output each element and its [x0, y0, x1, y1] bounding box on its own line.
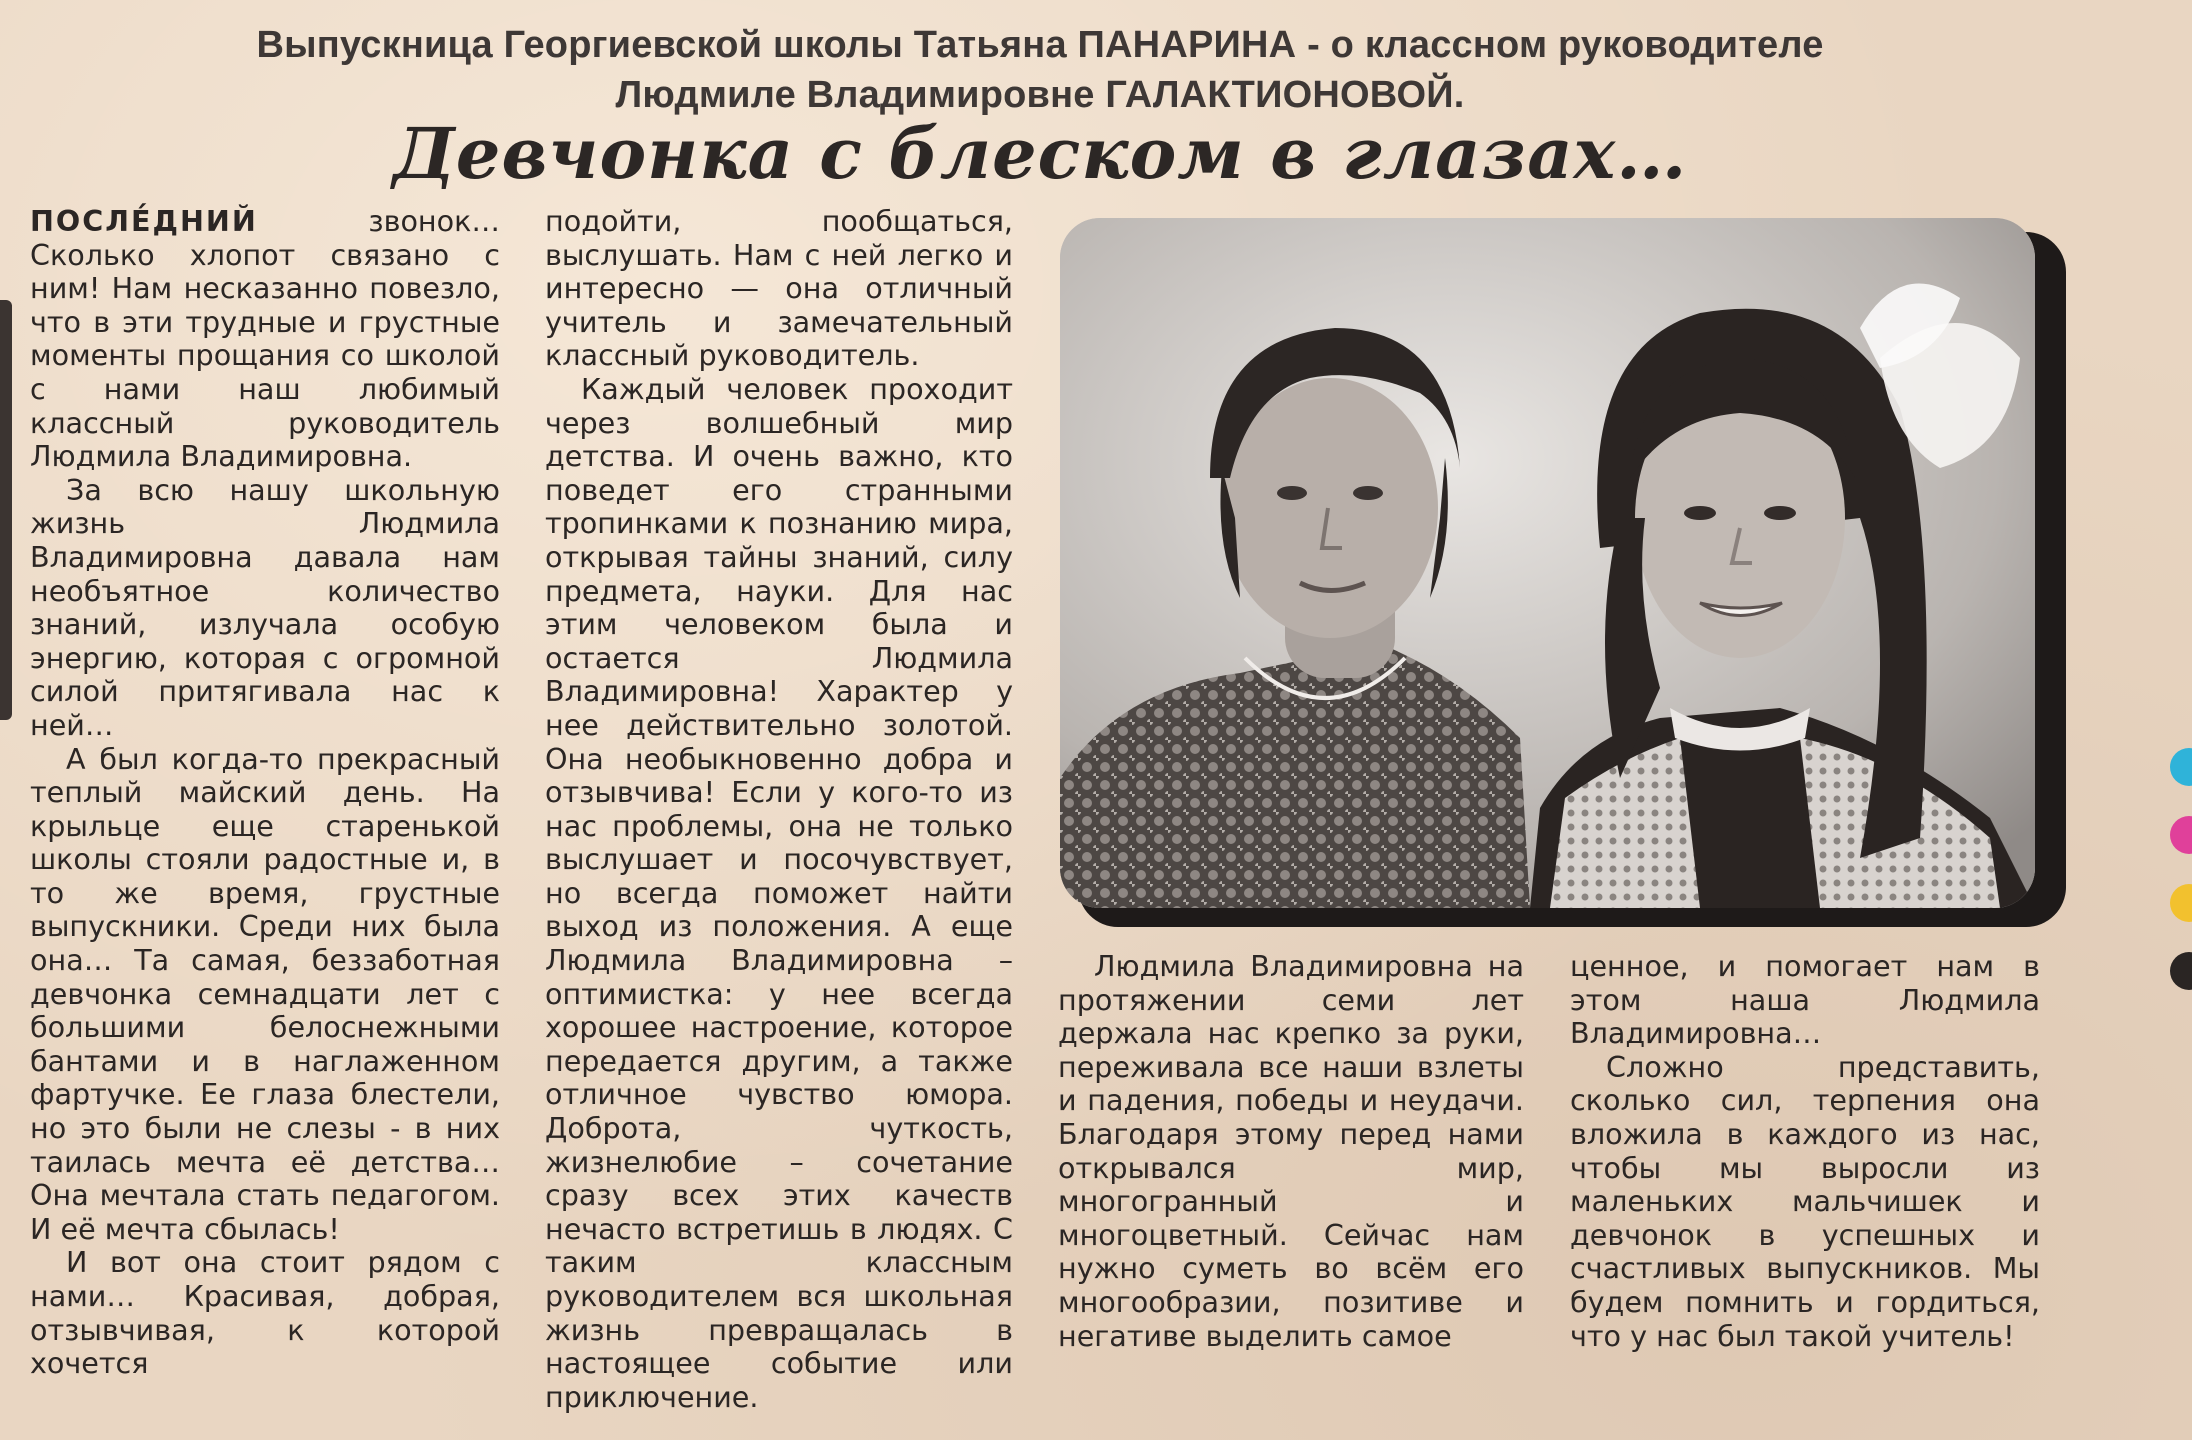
paragraph: Каждый человек проходит через волшебный мир детства. И очень важно, кто поведет его странными тропинками к познанию мира, открывая тайны знаний, силу предмета, науки. Для нас этим человеком была и остается Людмила Владимировна! Характер у нее действительно золотой. Она необыкновенно добра и отзывчива! Если у кого-то из нас проблемы, она не только выслушает и посочувствует, но всегда поможет найти выход из положения. А еще Людмила Владимировна – оптимистка: у нее всегда хорошее настроение, которое передается другим, а также отличное чувство юмора. Доброта, чуткость, жизнелюбие – сочетание сразу всех этих качеств нечасто встретишь в людях. С таким классным руководителем вся школьная жизнь превращалась в настоящее событие или приключение. [545, 371, 1013, 1414]
color-registration-marks [2170, 748, 2192, 1020]
article-column-1 [30, 205, 500, 1381]
registration-dot-black [2170, 952, 2192, 990]
registration-dot-magenta [2170, 816, 2192, 854]
headline: Девчонка с блеском в глазах… [392, 112, 1688, 195]
paragraph-text: звонок… Сколько хлопот связано с ним! Нам несказанно повезло, что в эти трудные и грустные моменты прощания со школой с нами наш любимый классный руководитель Людмила Владимировна. [30, 204, 500, 474]
paragraph: А был когда-то прекрасный теплый майский день. На крыльце еще старенькой школы стояли радостные и, в то же время, грустные выпускники. Среди них была она… Та самая, беззаботная девчонка семнадцати лет с большими белоснежными бантами и в наглаженном фартучке. Ее глаза блестели, но это были не слезы - в них таилась мечта её детства…Она мечтала стать педагогом. И её мечта сбылась! [30, 741, 500, 1246]
paragraph: Сложно представить, сколько сил, терпения она вложила в каждого из нас, чтобы мы выросли из маленьких мальчишек и девчонок в успешных и счастливых выпускников. Мы будем помнить и гордиться, что у нас был такой учитель! [1570, 1049, 2040, 1353]
scan-edge-shadow [0, 300, 12, 720]
registration-dot-yellow [2170, 884, 2192, 922]
paragraph: подойти, пообщаться, выслушать. Нам с ней легко и интересно — она отличный учитель и замечательный классный руководитель. [545, 204, 1013, 373]
paragraph: И вот она стоит рядом с нами… Красивая, добрая, отзывчивая, к которой хочется [30, 1245, 500, 1381]
paragraph: Людмила Владимировна на протяжении семи лет держала нас крепко за руки, переживала все наши взлеты и падения, победы и неудачи. Благодаря этому перед нами открывался мир, многогранный и многоцветный. Сейчас нам нужно суметь во всём его многообразии, позитиве и негативе выделить самое [1058, 949, 1524, 1353]
portrait-photo-icon [1060, 218, 2035, 908]
paragraph: ценное, и помогает нам в этом наша Людмила Владимировна… [1570, 949, 2040, 1051]
lead-word: ПОСЛЕ́ДНИЙ [30, 204, 258, 238]
portrait-photo-illustration [1060, 218, 2035, 908]
paragraph [30, 205, 500, 474]
article-column-2 [545, 205, 1013, 1414]
article-column-3 [1058, 950, 1524, 1353]
kicker-line-1: Выпускница Георгиевской школы Татьяна ПАНАРИНА - о классном руководителе [256, 24, 1824, 66]
paragraph: За всю нашу школьную жизнь Людмила Владимировна давала нам необъятное количество знаний, излучала особую энергию, которая с огромной силой притягивала нас к ней… [30, 472, 500, 742]
registration-dot-cyan [2170, 748, 2192, 786]
kicker-line-2: Людмиле Владимировне ГАЛАКТИОНОВОЙ. [615, 74, 1465, 116]
article-column-4 [1570, 950, 2040, 1353]
